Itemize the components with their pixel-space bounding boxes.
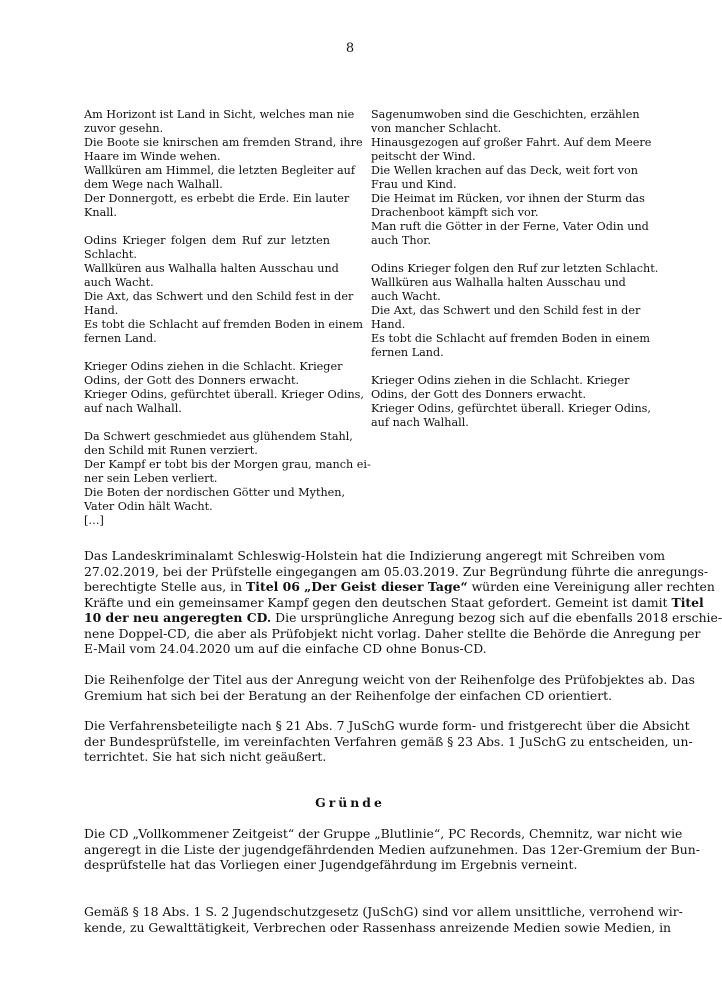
lyrics-line: Frau und Kind. (371, 178, 457, 191)
bold-text: 10 der neu angeregten CD. (84, 610, 272, 625)
lyrics-line: Krieger Odins ziehen in die Schlacht. Krieger (371, 374, 630, 387)
lyrics-stanza (371, 262, 659, 360)
paragraph-line (84, 688, 616, 704)
paragraph-line (84, 672, 695, 688)
lyrics-line: Krieger Odins ziehen in die Schlacht. Krieger (84, 360, 343, 373)
lyrics-line: Die Axt, das Schwert und den Schild fest in der (84, 290, 354, 303)
lyrics-line: Krieger Odins, gefürchtet überall. Krieger Odins, (371, 402, 651, 415)
stanza-gap (84, 220, 330, 234)
lyrics-line: Wallküren aus Walhalla halten Ausschau und (84, 262, 339, 275)
lyrics-line: Es tobt die Schlacht auf fremden Boden in einem (371, 332, 651, 345)
lyrics-line: ner sein Leben verliert. (84, 472, 218, 485)
lyrics-line: den Schild mit Runen verziert. (84, 444, 258, 457)
lyrics-line: auch Wacht. (371, 290, 441, 303)
lyrics-line: Haare im Winde wehen. (84, 150, 221, 163)
lyrics-stanza (84, 234, 364, 346)
paragraph-indication-request (84, 548, 722, 657)
paragraph-line (84, 641, 616, 657)
paragraph-line (84, 826, 683, 842)
text-run: Kräfte und ein gemeinsamer Kampf gegen den deutschen Staat gefordert. Gemeint ist damit (84, 594, 672, 610)
lyrics-line: fernen Land. (371, 346, 444, 359)
lyrics-line: Die Boten der nordischen Götter und Mythen, (84, 486, 346, 499)
text-run: Die ursprüngliche Anregung bezog sich auf die ebenfalls 2018 erschie- (271, 610, 722, 625)
lyrics-line: auf nach Walhall. (84, 402, 182, 415)
lyrics-line: Man ruft die Götter in der Ferne, Vater Odin und (371, 220, 649, 233)
stanza-gap (84, 346, 330, 360)
text-run: Die Reihenfolge der Titel aus der Anregung weicht von der Reihenfolge des Prüfobjektes ab. Das (84, 672, 695, 687)
lyrics-line: Hand. (84, 304, 119, 317)
text-run: Gemäß § 18 Abs. 1 S. 2 Jugendschutzgesetz (JuSchG) sind vor allem unsittliche, verrohend wir- (84, 904, 683, 919)
lyrics-stanza (371, 374, 651, 430)
lyrics-column-left (84, 108, 371, 528)
paragraph-line (84, 904, 683, 920)
lyrics-line: […] (84, 514, 104, 527)
stanza-gap (371, 248, 617, 262)
paragraph-line (84, 625, 701, 642)
text-run: 27.02.2019, bei der Prüfstelle eingegangen am 05.03.2019. Zur Begründung führte die anregungs- (84, 563, 709, 579)
lyrics-stanza (371, 108, 652, 248)
text-run: angeregt in die Liste der jugendgefährdenden Medien aufzunehmen. Das 12er-Gremium der Bun- (84, 841, 700, 857)
paragraph-line (84, 610, 722, 626)
lyrics-line: Wallküren aus Walhalla halten Ausschau und (371, 276, 626, 289)
text-run: desprüfstelle hat das Vorliegen einer Jugendgefährdung im Ergebnis verneint. (84, 857, 578, 872)
paragraph-line (84, 548, 666, 564)
lyrics-line: von mancher Schlacht. (371, 122, 502, 135)
lyrics-line: Odins, der Gott des Donners erwacht. (84, 374, 300, 387)
lyrics-line: auch Wacht. (84, 276, 154, 289)
lyrics-line: Am Horizont ist Land in Sicht, welches man nie (84, 108, 355, 121)
bold-text: Titel 06 „Der Geist dieser Tage“ (246, 579, 468, 594)
paragraph-party-notification (84, 718, 693, 765)
paragraph-legal-basis (84, 904, 683, 935)
lyrics-line: Odins, der Gott des Donners erwacht. (371, 388, 587, 401)
lyrics-line: Die Heimat im Rücken, vor ihnen der Sturm das (371, 192, 645, 205)
text-run: E-Mail vom 24.04.2020 um auf die einfache CD ohne Bonus-CD. (84, 641, 487, 656)
paragraph-line (84, 749, 616, 765)
lyrics-line: Da Schwert geschmiedet aus glühendem Stahl, (84, 430, 353, 443)
lyrics-line: Vater Odin hält Wacht. (84, 500, 213, 513)
paragraph-line (84, 857, 616, 873)
lyrics-line: Schlacht. (84, 248, 137, 261)
lyrics-line: Odins Krieger folgen den Ruf zur letzten Schlacht. (371, 262, 659, 275)
lyrics-line: auch Thor. (371, 234, 431, 247)
text-run: nene Doppel-CD, die aber als Prüfobjekt nicht vorlag. Daher stellte die Behörde die Anregung per (84, 625, 701, 641)
lyrics-line: fernen Land. (84, 332, 157, 345)
lyrics-line: Es tobt die Schlacht auf fremden Boden in einem (84, 318, 364, 331)
lyrics-stanza (84, 108, 363, 220)
text-run: würden eine Vereinigung aller rechten (467, 579, 715, 594)
text-run: Gremium hat sich bei der Beratung an der Reihenfolge der einfachen CD orientiert. (84, 687, 613, 703)
paragraph-line (84, 841, 700, 858)
lyrics-line: Der Donnergott, es erbebt die Erde. Ein lauter (84, 192, 350, 205)
stanza-gap (371, 360, 617, 374)
lyrics-line: Krieger Odins, gefürchtet überall. Krieger Odins, (84, 388, 364, 401)
paragraph-track-order (84, 672, 695, 703)
lyrics-line: Drachenboot kämpft sich vor. (371, 206, 539, 219)
lyrics-line: zuvor gesehn. (84, 122, 164, 135)
lyrics-stanza (84, 360, 364, 416)
lyrics-line: dem Wege nach Walhall. (84, 178, 223, 191)
lyrics-line: Sagenumwoben sind die Geschichten, erzählen (371, 108, 640, 121)
lyrics-line: Knall. (84, 206, 117, 219)
lyrics-line: Die Wellen krachen auf das Deck, weit fort von (371, 164, 638, 177)
page-number: 8 (345, 41, 355, 56)
text-run: Die Verfahrensbeteiligte nach § 21 Abs. 7 JuSchG wurde form- und fristgerecht über die Absicht (84, 718, 690, 733)
lyrics-line: Der Kampf er tobt bis der Morgen grau, manch ei- (84, 458, 371, 471)
lyrics-line: Hand. (371, 318, 406, 331)
paragraph-line (84, 718, 690, 734)
lyrics-line: Die Axt, das Schwert und den Schild fest in der (371, 304, 641, 317)
paragraph-line (84, 919, 672, 936)
lyrics-line: Die Boote sie knirschen am fremden Strand, ihre (84, 136, 363, 149)
text-run: Die CD „Vollkommener Zeitgeist“ der Gruppe „Blutlinie“, PC Records, Chemnitz, war nicht wie (84, 826, 683, 841)
text-run: Das Landeskriminalamt Schleswig-Holstein hat die Indizierung angeregt mit Schreiben vom (84, 548, 666, 563)
stanza-gap (84, 416, 330, 430)
lyrics-line: Hinausgezogen auf großer Fahrt. Auf dem Meere (371, 136, 652, 149)
text-run: kende, zu Gewalttätigkeit, Verbrechen oder Rassenhass anreizende Medien sowie Medien, in (84, 919, 672, 935)
paragraph-line (84, 579, 715, 595)
text-run: terrichtet. Sie hat sich nicht geäußert. (84, 749, 327, 764)
paragraph-line (84, 563, 709, 580)
lyrics-column-right (371, 108, 659, 430)
section-heading: Gründe (315, 795, 385, 810)
paragraph-line (84, 594, 704, 611)
paragraph-line (84, 733, 693, 750)
lyrics-stanza (84, 430, 371, 528)
text-run: berechtigte Stelle aus, in (84, 579, 247, 594)
lyrics-line: auf nach Walhall. (371, 416, 469, 429)
lyrics-line: peitscht der Wind. (371, 150, 476, 163)
paragraph-decision (84, 826, 700, 873)
lyrics-line: Wallküren am Himmel, die letzten Begleiter auf (84, 164, 355, 177)
lyrics-line: Odins Krieger folgen dem Ruf zur letzten (84, 234, 330, 247)
bold-text: Titel (671, 594, 704, 610)
text-run: der Bundesprüfstelle, im vereinfachten Verfahren gemäß § 23 Abs. 1 JuSchG zu entscheiden, un- (84, 733, 693, 749)
